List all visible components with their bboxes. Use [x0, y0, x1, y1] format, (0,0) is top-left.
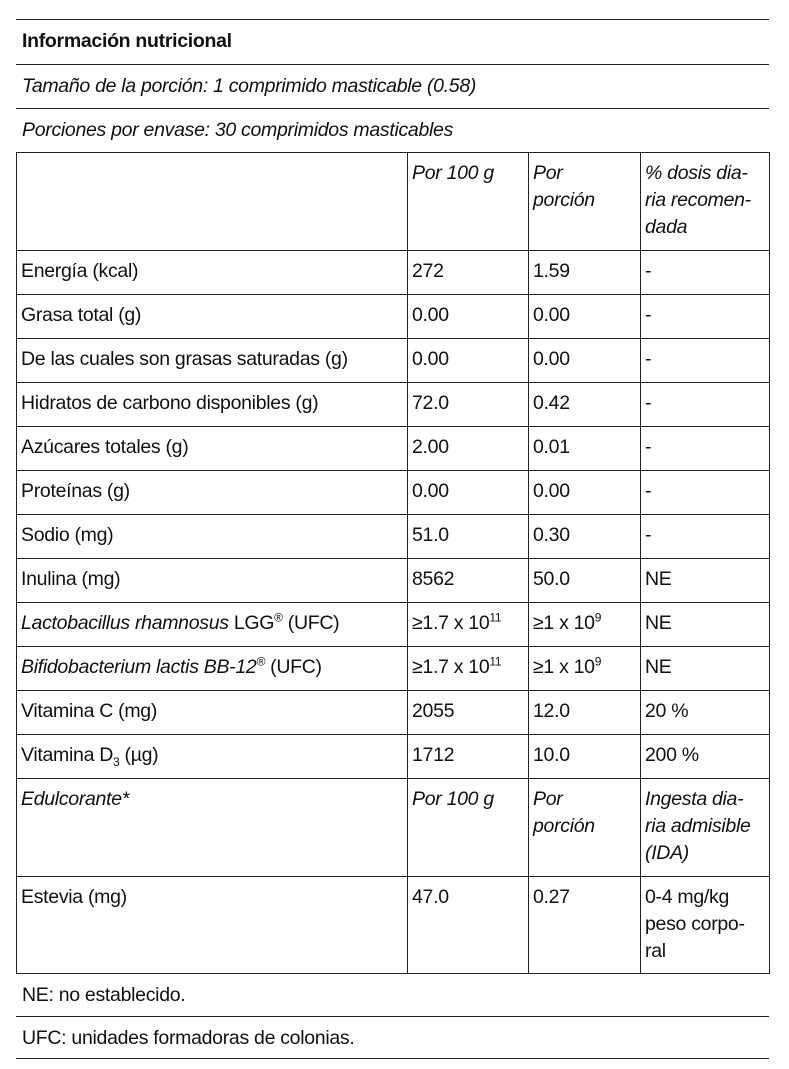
- nutrient-name: Bifidobacterium lactis BB-12® (UFC): [17, 647, 408, 691]
- table-header-row: [17, 153, 770, 251]
- nutrition-table: [16, 152, 770, 974]
- daily-pct-value: -: [641, 339, 770, 383]
- table-row: [17, 735, 770, 779]
- sweetener-header-ida: Ingesta dia- ria admisible (IDA): [641, 779, 770, 877]
- per-100g-value: 0.00: [408, 295, 529, 339]
- nutrient-name: Vitamina C (mg): [17, 691, 408, 735]
- footnote-ne: NE: no establecido.: [22, 984, 186, 1006]
- per-serving-value: ≥1 x $10^9$: [529, 647, 641, 691]
- per-serving-value: 12.0: [529, 691, 641, 735]
- table-row: [17, 515, 770, 559]
- header-cell-daily-pct: % dosis dia- ria recomen- dada: [641, 153, 770, 251]
- nutrient-name: Grasa total (g): [17, 295, 408, 339]
- per-100g-value: 272: [408, 251, 529, 295]
- daily-pct-value: -: [641, 515, 770, 559]
- nutrient-name: Sodio (mg): [17, 515, 408, 559]
- nutrient-name: Azúcares totales (g): [17, 427, 408, 471]
- table-row: [17, 559, 770, 603]
- per-100g-value: 72.0: [408, 383, 529, 427]
- daily-pct-value: -: [641, 295, 770, 339]
- per-100g-value: 2.00: [408, 427, 529, 471]
- table-row: [17, 383, 770, 427]
- nutrient-name: Hidratos de carbono disponibles (g): [17, 383, 408, 427]
- footnote-ufc: UFC: unidades formadoras de colonias.: [16, 1016, 769, 1058]
- sweetener-header-row: [17, 779, 770, 877]
- per-serving-value: 1.59: [529, 251, 641, 295]
- header-cell-per-serving: Por porción: [529, 153, 641, 251]
- nutrient-name: Inulina (mg): [17, 559, 408, 603]
- nutrient-name: Lactobacillus rhamnosus LGG® (UFC): [17, 603, 408, 647]
- header-cell-nutrient: [17, 153, 408, 251]
- table-row: [17, 339, 770, 383]
- per-serving-value: 50.0: [529, 559, 641, 603]
- table-row-probiotic: [17, 647, 770, 691]
- servings-per-container: Porciones por envase: 30 comprimidos masticables: [16, 108, 769, 152]
- daily-pct-value: 200 %: [641, 735, 770, 779]
- table-row: [17, 427, 770, 471]
- per-100g-value: 0.00: [408, 471, 529, 515]
- per-100g-value: ≥1.7 x $10^{11}$: [408, 647, 529, 691]
- nutrition-facts: [16, 19, 769, 1059]
- nutrient-name: Estevia (mg): [17, 877, 408, 974]
- ida-value: 0-4 mg/kg peso corpo- ral: [641, 877, 770, 974]
- per-serving-value: 0.30: [529, 515, 641, 559]
- nutrient-name: Energía (kcal): [17, 251, 408, 295]
- daily-pct-value: NE: [641, 647, 770, 691]
- per-100g-value: 0.00: [408, 339, 529, 383]
- nutrient-name: Proteínas (g): [17, 471, 408, 515]
- per-serving-value: 0.27: [529, 877, 641, 974]
- daily-pct-value: 20 %: [641, 691, 770, 735]
- per-100g-value: 8562: [408, 559, 529, 603]
- table-row: [17, 295, 770, 339]
- per-100g-value: 47.0: [408, 877, 529, 974]
- per-serving-value: 0.42: [529, 383, 641, 427]
- bottom-divider: [16, 1058, 769, 1059]
- per-serving-value: 0.01: [529, 427, 641, 471]
- per-100g-value: 51.0: [408, 515, 529, 559]
- per-100g-value: 1712: [408, 735, 529, 779]
- table-row-sweetener: [17, 877, 770, 974]
- daily-pct-value: -: [641, 471, 770, 515]
- per-serving-value: 10.0: [529, 735, 641, 779]
- nutrition-title: Información nutricional: [16, 19, 769, 64]
- nutrient-name: De las cuales son grasas saturadas (g): [17, 339, 408, 383]
- table-row: [17, 471, 770, 515]
- daily-pct-value: NE: [641, 603, 770, 647]
- daily-pct-value: -: [641, 427, 770, 471]
- nutrient-name: Vitamina $D_3$ (µg): [17, 735, 408, 779]
- daily-pct-value: -: [641, 383, 770, 427]
- per-serving-value: 0.00: [529, 339, 641, 383]
- header-cell-per-100g: Por 100 g: [408, 153, 529, 251]
- sweetener-header-per-100g: Por 100 g: [408, 779, 529, 877]
- per-100g-value: ≥1.7 x $10^{11}$: [408, 603, 529, 647]
- table-row: [17, 691, 770, 735]
- sweetener-header-label: Edulcorante*: [17, 779, 408, 877]
- table-row-probiotic: [17, 603, 770, 647]
- sweetener-header-per-serving: Por porción: [529, 779, 641, 877]
- daily-pct-value: NE: [641, 559, 770, 603]
- per-serving-value: 0.00: [529, 295, 641, 339]
- daily-pct-value: -: [641, 251, 770, 295]
- per-serving-value: ≥1 x $10^9$: [529, 603, 641, 647]
- serving-size: Tamaño de la porción: 1 comprimido masticable (0.58): [16, 64, 769, 108]
- per-serving-value: 0.00: [529, 471, 641, 515]
- table-row: [17, 251, 770, 295]
- per-100g-value: 2055: [408, 691, 529, 735]
